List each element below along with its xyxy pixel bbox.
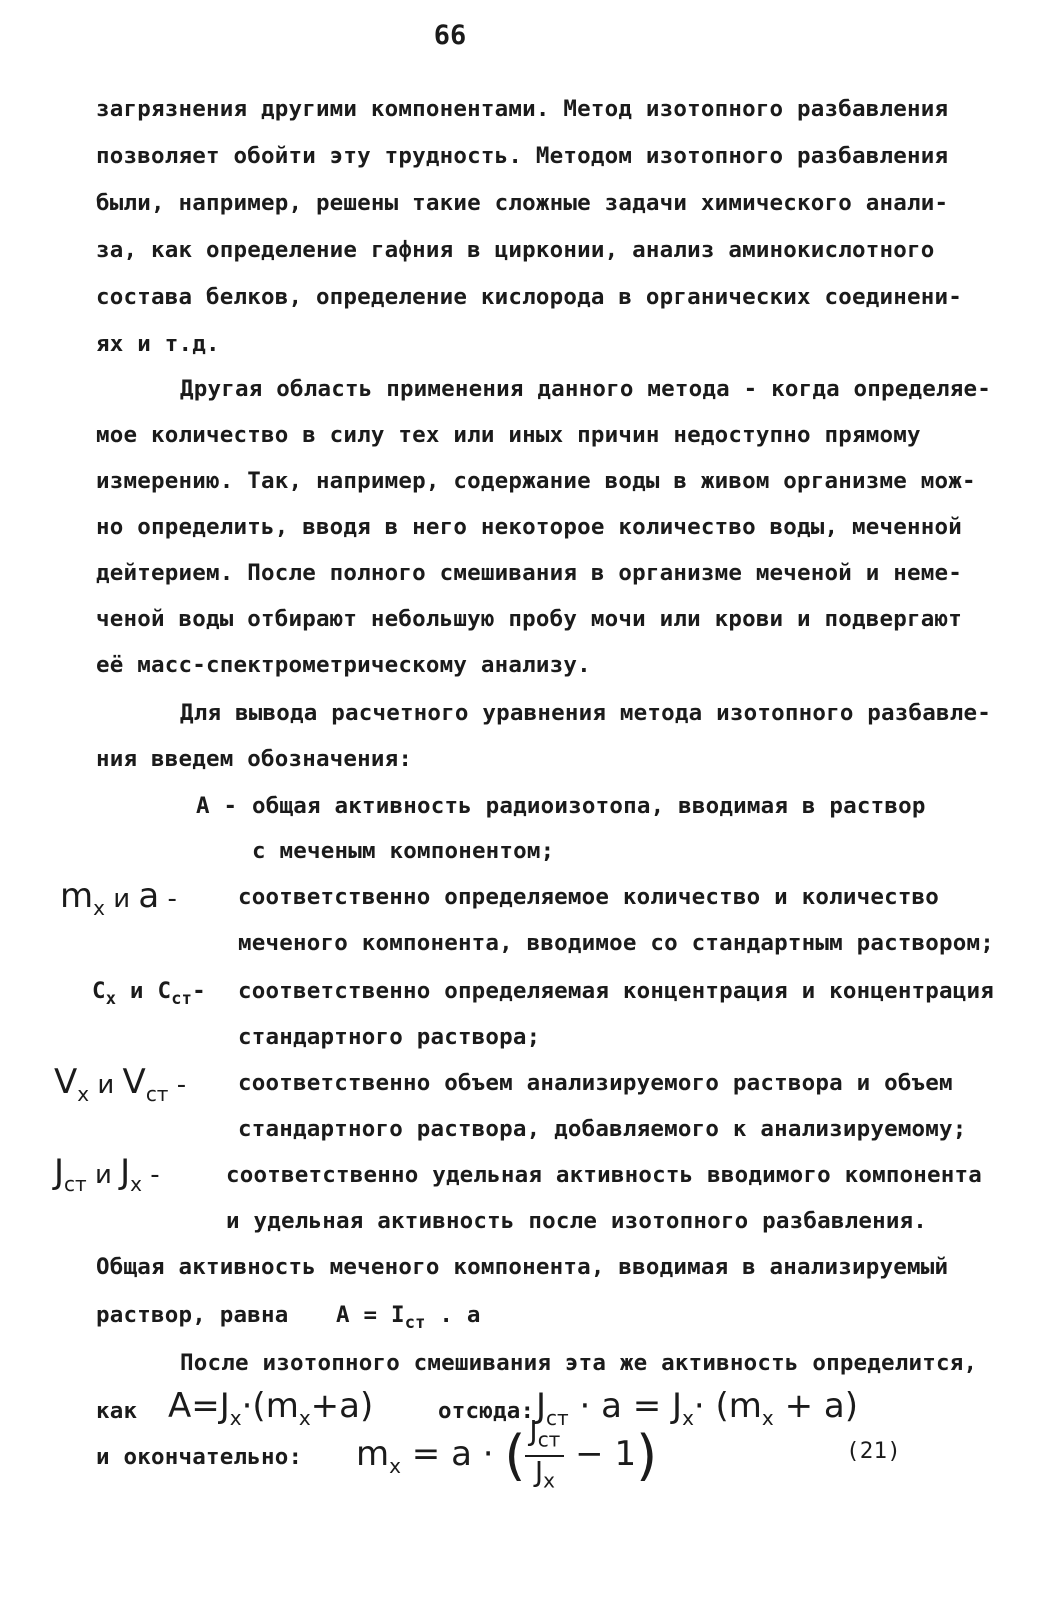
equation-final: $m_x = a$ · ( $\frac{J_{ст}}{J_x}$ − 1) — [356, 1414, 658, 1493]
definition-symbol: $C_x$ и $C_{ст}-$ — [92, 978, 206, 1009]
equation-activity: $A=J_x\cdot(m_x+a)$ — [168, 1386, 374, 1430]
paragraph-line: её масс-спектрометрическому анализу. — [96, 652, 591, 678]
definition-text: и удельная активность после изотопного разбавления. — [226, 1208, 928, 1234]
paragraph-line: были, например, решены такие сложные задачи химического анали- — [96, 190, 949, 216]
paragraph-line: измерению. Так, например, содержание воды в живом организме мож- — [96, 468, 976, 494]
paragraph-line: ния введем обозначения: — [96, 746, 413, 772]
paragraph-line: загрязнения другими компонентами. Метод изотопного разбавления — [96, 96, 949, 122]
definition-text: соответственно определяемая концентрация и концентрация — [238, 978, 995, 1004]
definition-text: соответственно определяемое количество и количество — [238, 884, 940, 910]
paragraph-line: Другая область применения данного метода - когда определяе- — [180, 376, 992, 402]
final-label: и окончательно: — [96, 1444, 303, 1470]
paragraph-line: Общая активность меченого компонента, вводимая в анализируемый — [96, 1254, 949, 1280]
paragraph-line: дейтерием. После полного смешивания в организме меченой и неме- — [96, 560, 963, 586]
definition-symbol: $V_x$ и $V_{ст}$ - — [54, 1062, 187, 1106]
paragraph-line: Для вывода расчетного уравнения метода изотопного разбавле- — [180, 700, 992, 726]
paragraph-line: но определить, вводя в него некоторое количество воды, меченной — [96, 514, 963, 540]
paragraph-line: мое количество в силу тех или иных причин недоступно прямому — [96, 422, 921, 448]
page-number: 66 — [433, 20, 467, 51]
equation-balance: $J_{ст} \cdot a = J_x\cdot (m_x + a)$ — [536, 1386, 858, 1430]
paragraph-line: ях и т.д. — [96, 331, 220, 357]
definition-symbol: A - — [196, 793, 238, 819]
definition-text: стандартного раствора; — [238, 1024, 541, 1050]
definition-text: соответственно удельная активность вводимого компонента — [226, 1162, 983, 1188]
paragraph-line: позволяет обойти эту трудность. Методом изотопного разбавления — [96, 143, 949, 169]
definition-text: общая активность радиоизотопа, вводимая в раствор — [252, 793, 926, 819]
equation-number: (21) — [846, 1438, 901, 1464]
paragraph-line: После изотопного смешивания эта же активность определится, — [180, 1350, 978, 1376]
definition-symbol: $m_x$ и a - — [60, 876, 177, 920]
kak-label: как — [96, 1398, 138, 1424]
definition-text: стандартного раствора, добавляемого к анализируемому; — [238, 1116, 967, 1142]
paragraph-line: состава белков, определение кислорода в органических соединени- — [96, 284, 963, 310]
equation-a-total: $A = I_{ст}$ . a — [336, 1302, 481, 1333]
otsyuda-label: отсюда: — [438, 1398, 535, 1424]
definition-symbol: $J_{ст}$ и $J_x$ - — [54, 1152, 160, 1196]
definition-text: меченого компонента, вводимое со стандартным раствором; — [238, 930, 995, 956]
paragraph-line: раствор, равна — [96, 1302, 289, 1328]
definition-text: соответственно объем анализируемого раствора и объем — [238, 1070, 953, 1096]
paragraph-line: ченой воды отбирают небольшую пробу мочи или крови и подвергают — [96, 606, 963, 632]
definition-text: с меченым компонентом; — [252, 838, 555, 864]
paragraph-line: за, как определение гафния в цирконии, анализ аминокислотного — [96, 237, 935, 263]
